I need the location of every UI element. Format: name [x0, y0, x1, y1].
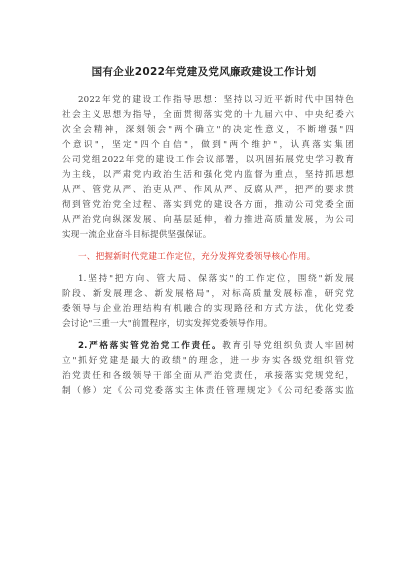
item-text: 教育引导党组织负责人牢固树: [222, 341, 354, 351]
item-line: 制（修）定《公司党委落实主体责任管理规定》《公司纪委落实监: [62, 386, 354, 396]
item-line: 立"抓好党建是最大的政绩"的理念，进一步夯实各级党组织管党: [62, 356, 354, 366]
document-title: 国有企业2022年党建及党风廉政建设工作计划: [91, 66, 317, 78]
section-heading-red: 把握新时代党建工作定位，: [95, 252, 202, 262]
item-heading: 2.严格落实管党治党工作责任。: [78, 341, 223, 351]
section-heading-rest: 充分发挥党委领导核心作用。: [201, 252, 316, 262]
intro-line: 为主线，以严肃党内政治生活和强化党内监督为重点，坚持抓思想: [62, 170, 354, 180]
intro-line: 社会主义思想为指导，全面贯彻落实党的十九届六中、中央纪委六: [62, 110, 354, 120]
intro-line: 2022年党的建设工作指导思想：坚持以习近平新时代中国特色: [78, 95, 354, 105]
intro-line: 个意识"，坚定"四个自信"，做到"两个维护"，认真落实集团: [62, 140, 354, 150]
section-heading: [78, 252, 354, 263]
item-line: 1.坚持"把方向、管大局、保落实"的工作定位，围绕"新发展: [78, 274, 354, 284]
section-number: 一、: [78, 252, 96, 262]
item-line: [78, 341, 354, 352]
intro-line: 次全会精神，深刻领会"两个确立"的决定性意义，不断增强"四: [62, 125, 354, 135]
intro-line: 实现一流企业奋斗目标提供坚强保证。: [62, 230, 212, 240]
item-line: 委领导与企业治理结构有机融合的实现路径和方式方法，优化党委: [62, 304, 354, 314]
intro-line: 彻到管党治党全过程、落实到党的建设各方面，推动公司党委全面: [62, 200, 354, 210]
item-line: 会讨论"三重一大"前置程序，切实发挥党委领导作用。: [62, 319, 273, 329]
item-line: 阶段、新发展理念、新发展格局"，对标高质量发展标准，研究党: [62, 289, 354, 299]
intro-line: 从严、管党从严、治吏从严、作风从严、反腐从严，把严的要求贯: [62, 185, 354, 195]
item-line: 治党责任和各级领导干部全面从严治党责任，承接落实党规党纪，: [62, 371, 354, 381]
intro-line: 公司党组2022年党的建设工作会议部署，以巩固拓展党史学习教育: [62, 155, 354, 165]
intro-line: 从严治党向纵深发展、向基层延伸，着力推进高质量发展，为公司: [62, 215, 354, 225]
